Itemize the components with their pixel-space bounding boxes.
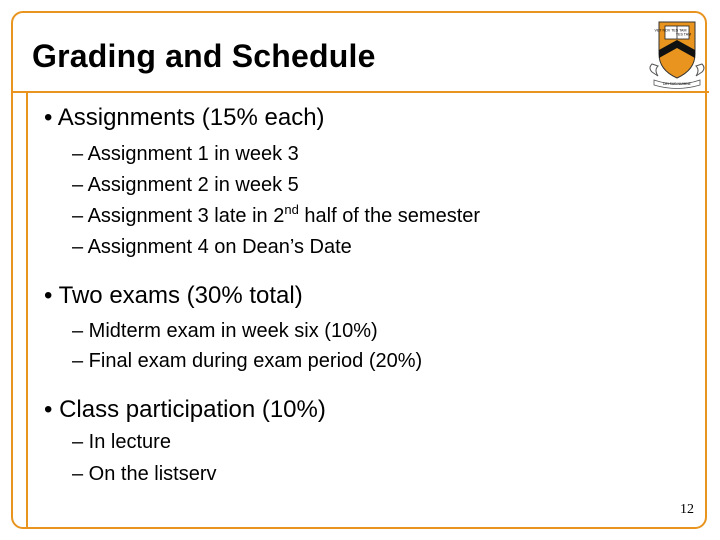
logo-banner-text: DEI SUB NUMINE <box>663 82 691 86</box>
svg-text:TES TAM: TES TAM <box>675 32 692 37</box>
bullet-exams: • Two exams (30% total) <box>44 282 303 309</box>
assignment-3-text-post: half of the semester <box>298 205 481 227</box>
assignment-3-text-pre: – Assignment 3 late in 2 <box>72 205 285 227</box>
sub-item-listserv: – On the listserv <box>72 463 217 485</box>
sub-item-assignment-4: – Assignment 4 on Dean’s Date <box>72 236 352 258</box>
bullet-assignments: • Assignments (15% each) <box>44 104 325 131</box>
sub-item-assignment-1: – Assignment 1 in week 3 <box>72 143 299 165</box>
slide-title: Grading and Schedule <box>32 38 376 74</box>
sub-item-final: – Final exam during exam period (20%) <box>72 350 423 372</box>
page-number: 12 <box>680 502 694 517</box>
sub-item-lecture: – In lecture <box>72 431 171 453</box>
princeton-shield-logo <box>648 14 706 90</box>
sub-item-assignment-2: – Assignment 2 in week 5 <box>72 174 299 196</box>
left-accent-line <box>26 93 28 529</box>
title-divider <box>11 91 709 93</box>
sub-item-midterm: – Midterm exam in week six (10%) <box>72 320 378 342</box>
motto-left: VET NOV TES TAM <box>654 28 687 33</box>
assignment-3-superscript: nd <box>284 202 299 217</box>
bullet-participation: • Class participation (10%) <box>44 396 326 423</box>
sub-item-assignment-3 <box>72 202 481 228</box>
